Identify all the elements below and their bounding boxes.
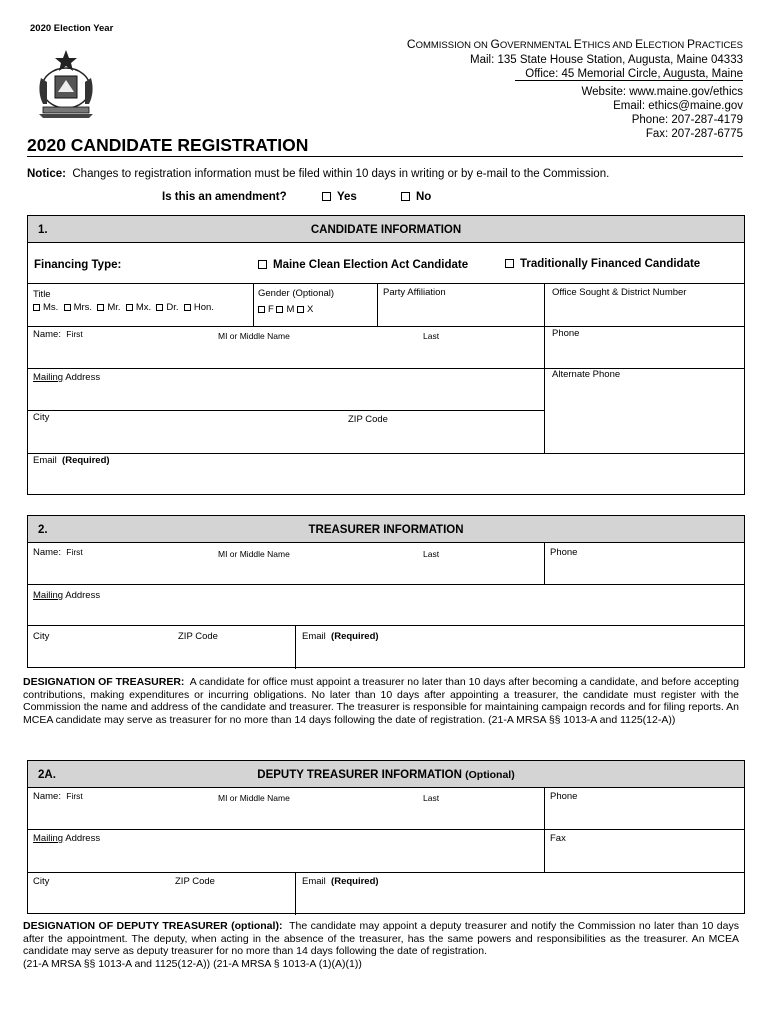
mailing-address-label: Mailing Address	[33, 372, 101, 383]
section-number: 1.	[38, 224, 48, 236]
checkbox-icon	[322, 192, 331, 201]
city-label: City	[33, 412, 50, 423]
phone-label: Phone	[550, 547, 578, 558]
phone-contact: Phone: 207-287-4179	[631, 114, 743, 126]
section-number: 2.	[38, 524, 48, 536]
name-label: Name: First	[33, 547, 83, 558]
maine-state-seal-icon	[33, 48, 99, 120]
title-label: Title	[33, 289, 51, 300]
title-options[interactable]: Ms. Mrs. Mr. Mx. Dr. Hon.	[33, 302, 214, 313]
treasurer-information-section	[27, 515, 745, 668]
gender-options[interactable]: F M X	[258, 304, 313, 315]
checkbox-icon	[505, 259, 514, 268]
zip-label: ZIP Code	[348, 414, 388, 425]
designation-of-deputy-treasurer: DESIGNATION OF DEPUTY TREASURER (optional): The candidate may appoint a deputy treasurer and notify the Commission no later than 10 days after the appointment. The deputy, when acting in the absence of the treasurer, has the same powers and responsibilities as the treasurer. An MCEA candidate may serve as deputy treasurer for no more than 14 days following the date of registration.	[23, 920, 739, 957]
form-title: 2020 CANDIDATE REGISTRATION	[27, 135, 309, 155]
amendment-yes[interactable]: Yes	[322, 191, 357, 203]
alternate-phone-label: Alternate Phone	[552, 369, 621, 380]
checkbox-icon	[97, 304, 104, 311]
designation-of-treasurer: DESIGNATION OF TREASURER: A candidate for office must appoint a treasurer no later than 10 days after becoming a candidate, and before accepting contributions, making expenditures or incurring obligations. No later than 10 days after appointing a treasurer, the candidate must register with the Commission the name and address of the candidate and treasurer. The treasurer is responsible for maintaining campaign records and for filing reports. An MCEA candidate may serve as treasurer for no more than 14 days following the date of registration. (21-A MRSA §§ 1013-A and 1125(12-A))	[23, 676, 739, 726]
gender-label: Gender (Optional)	[258, 288, 335, 299]
checkbox-icon	[126, 304, 133, 311]
financing-label: Financing Type:	[34, 259, 122, 271]
email-label: Email (Required)	[33, 455, 110, 466]
section-title: TREASURER INFORMATION	[308, 524, 464, 536]
office-address: Office: 45 Memorial Circle, Augusta, Maine	[525, 68, 743, 80]
phone-label: Phone	[552, 328, 580, 339]
website: Website: www.maine.gov/ethics	[581, 86, 743, 98]
last-name-label: Last	[423, 549, 440, 559]
amendment-question: Is this an amendment?	[162, 191, 287, 203]
email-label: Email (Required)	[302, 631, 379, 642]
city-label: City	[33, 876, 50, 887]
mailing-address-label: Mailing Address	[33, 833, 101, 844]
checkbox-icon	[184, 304, 191, 311]
office-sought-label: Office Sought & District Number	[552, 287, 687, 298]
deputy-citation: (21-A MRSA §§ 1013-A and 1125(12-A)) (21-A MRSA § 1013-A (1)(A)(1))	[23, 958, 362, 970]
party-label: Party Affiliation	[383, 287, 446, 298]
middle-name-label: MI or Middle Name	[218, 793, 290, 803]
checkbox-icon	[297, 306, 304, 313]
mail-address: Mail: 135 State House Station, Augusta, Maine 04333	[470, 54, 743, 66]
checkbox-icon	[258, 306, 265, 313]
commission-name: COMMISSION ON GOVERNMENTAL ETHICS AND ELECTION PRACTICES	[406, 37, 743, 51]
city-label: City	[33, 631, 50, 642]
email-contact: Email: ethics@maine.gov	[613, 100, 743, 112]
email-label: Email (Required)	[302, 876, 379, 887]
section-number: 2A.	[38, 769, 56, 781]
zip-label: ZIP Code	[175, 876, 215, 887]
fax-label: Fax	[550, 833, 566, 844]
middle-name-label: MI or Middle Name	[218, 549, 290, 559]
traditional-option[interactable]: Traditionally Financed Candidate	[505, 258, 700, 270]
phone-label: Phone	[550, 791, 578, 802]
deputy-treasurer-section	[27, 760, 745, 914]
mailing-address-label: Mailing Address	[33, 590, 101, 601]
checkbox-icon	[64, 304, 71, 311]
zip-label: ZIP Code	[178, 631, 218, 642]
checkbox-icon	[276, 306, 283, 313]
mcea-option[interactable]: Maine Clean Election Act Candidate	[258, 259, 468, 271]
election-year: 2020 Election Year	[30, 23, 114, 34]
middle-name-label: MI or Middle Name	[218, 331, 290, 341]
last-name-label: Last	[423, 331, 440, 341]
name-label: Name: First	[33, 791, 83, 802]
checkbox-icon	[156, 304, 163, 311]
checkbox-icon	[258, 260, 267, 269]
section-title: CANDIDATE INFORMATION	[310, 224, 462, 236]
name-label: Name: First	[33, 329, 83, 340]
checkbox-icon	[401, 192, 410, 201]
candidate-information-section	[27, 215, 745, 495]
amendment-no[interactable]: No	[401, 191, 431, 203]
last-name-label: Last	[423, 793, 440, 803]
fax-contact: Fax: 207-287-6775	[645, 128, 743, 140]
section-title: DEPUTY TREASURER INFORMATION (Optional)	[257, 769, 515, 781]
notice: Notice: Changes to registration information must be filed within 10 days in writing or by e-mail to the Commission.	[27, 168, 610, 180]
checkbox-icon	[33, 304, 40, 311]
